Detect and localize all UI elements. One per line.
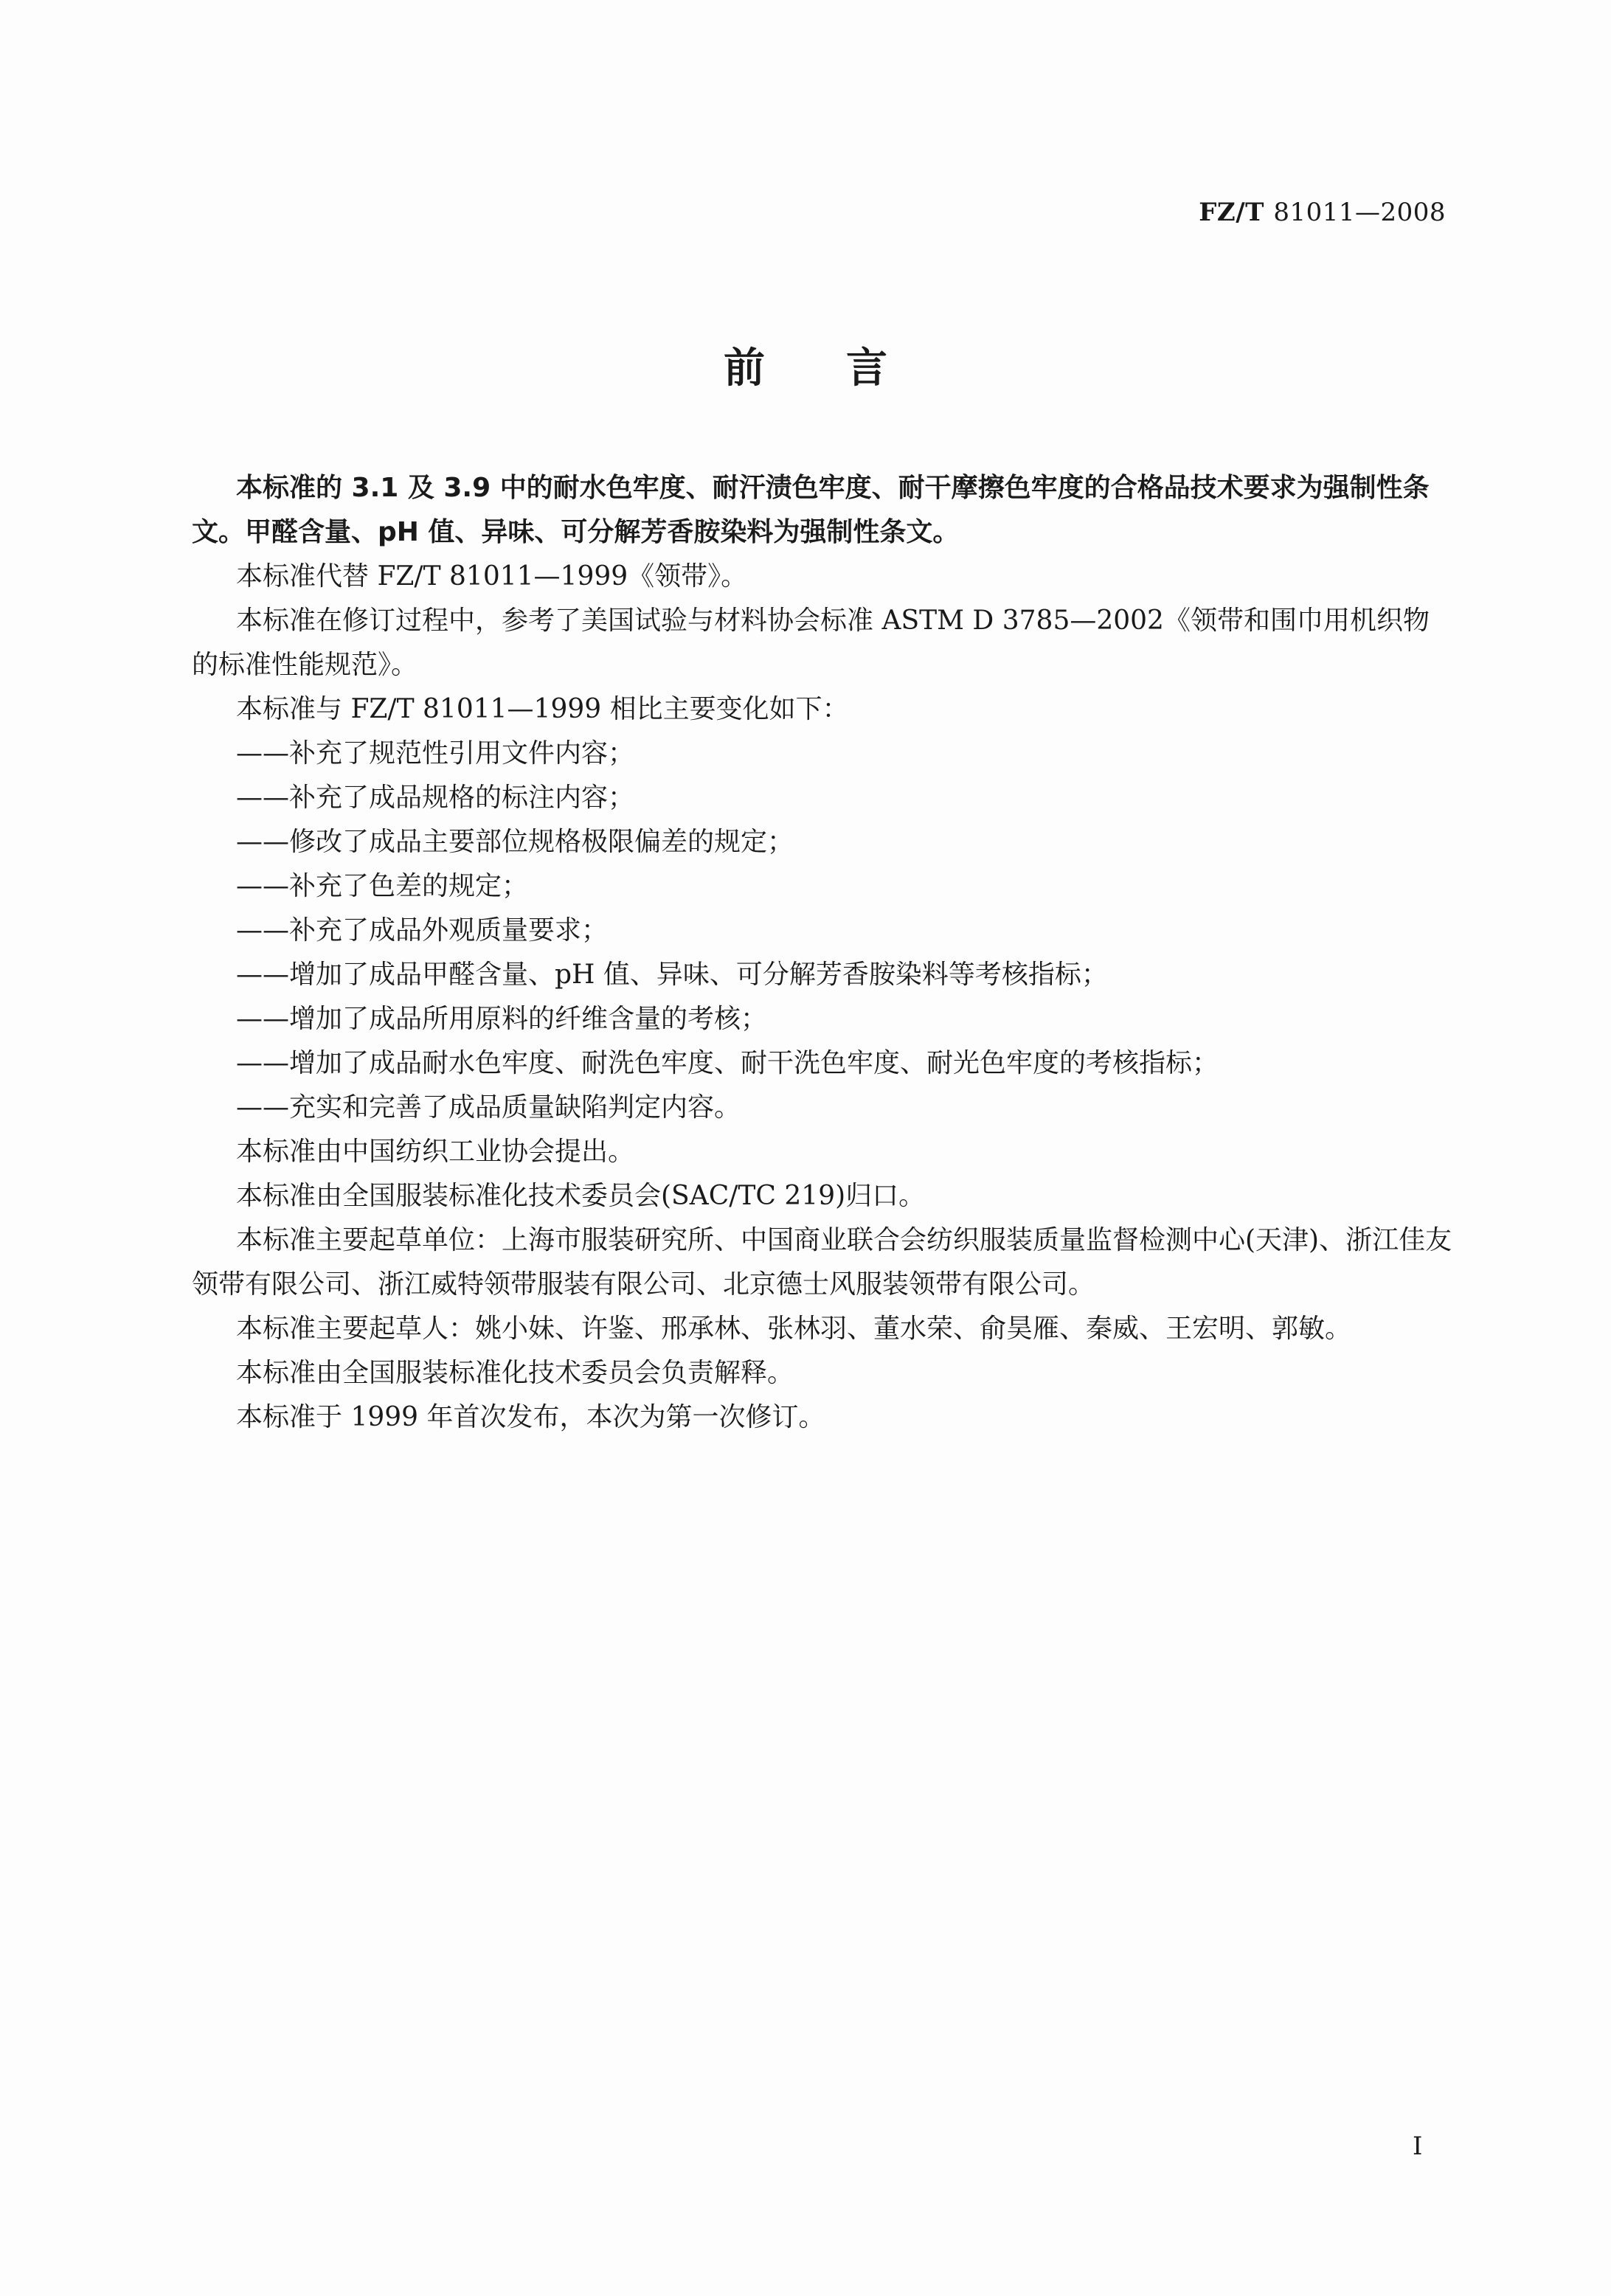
publication-history-paragraph: 本标准于 1999 年首次发布，本次为第一次修订。 [236, 1402, 825, 1432]
standard-code: 81011—2008 [1273, 198, 1446, 227]
change-item: ——补充了成品外观质量要求； [236, 915, 609, 946]
standard-number [1199, 198, 1446, 227]
page-title: 前言 [724, 344, 969, 392]
change-item: ——补充了规范性引用文件内容； [236, 738, 635, 769]
change-item: ——充实和完善了成品质量缺陷判定内容。 [236, 1092, 741, 1123]
proposer-paragraph: 本标准由中国纺织工业协会提出。 [236, 1137, 635, 1167]
change-item: ——增加了成品所用原料的纤维含量的考核； [236, 1004, 768, 1034]
change-item: ——增加了成品甲醛含量、pH 值、异味、可分解芳香胺染料等考核指标； [236, 960, 1108, 990]
mandatory-clause-paragraph: 本标准的 3.1 及 3.9 中的耐水色牢度、耐汗渍色牢度、耐干摩擦色牢度的合格品技术要求为强制性条文。甲醛含量、pH 值、异味、可分解芳香胺染料为强制性条文。 [192, 473, 1430, 547]
standard-prefix: FZ/T [1199, 198, 1264, 227]
change-item: ——增加了成品耐水色牢度、耐洗色牢度、耐干洗色牢度、耐光色牢度的考核指标； [236, 1048, 1219, 1078]
reference-paragraph: 本标准在修订过程中，参考了美国试验与材料协会标准 ASTM D 3785—2002《领带和围巾用机织物的标准性能规范》。 [192, 606, 1430, 680]
replaces-paragraph: 本标准代替 FZ/T 81011—1999《领带》。 [236, 561, 748, 592]
page-number: I [1413, 2132, 1423, 2161]
committee-paragraph: 本标准由全国服装标准化技术委员会(SAC/TC 219)归口。 [236, 1181, 926, 1211]
drafters-paragraph: 本标准主要起草人：姚小妹、许鉴、邢承林、张林羽、董水荣、俞昊雁、秦威、王宏明、郭敏。 [236, 1314, 1352, 1344]
interpretation-paragraph: 本标准由全国服装标准化技术委员会负责解释。 [236, 1358, 794, 1388]
change-item: ——修改了成品主要部位规格极限偏差的规定； [236, 827, 794, 857]
change-item: ——补充了色差的规定； [236, 871, 529, 901]
changes-intro-paragraph: 本标准与 FZ/T 81011—1999 相比主要变化如下： [236, 694, 849, 724]
drafting-units-paragraph: 本标准主要起草单位：上海市服装研究所、中国商业联合会纺织服装质量监督检测中心(天津)、浙江佳友领带有限公司、浙江威特领带服装有限公司、北京德士风服装领带有限公司。 [192, 1225, 1452, 1300]
foreword-body [192, 466, 1455, 1440]
change-item: ——补充了成品规格的标注内容； [236, 783, 635, 813]
